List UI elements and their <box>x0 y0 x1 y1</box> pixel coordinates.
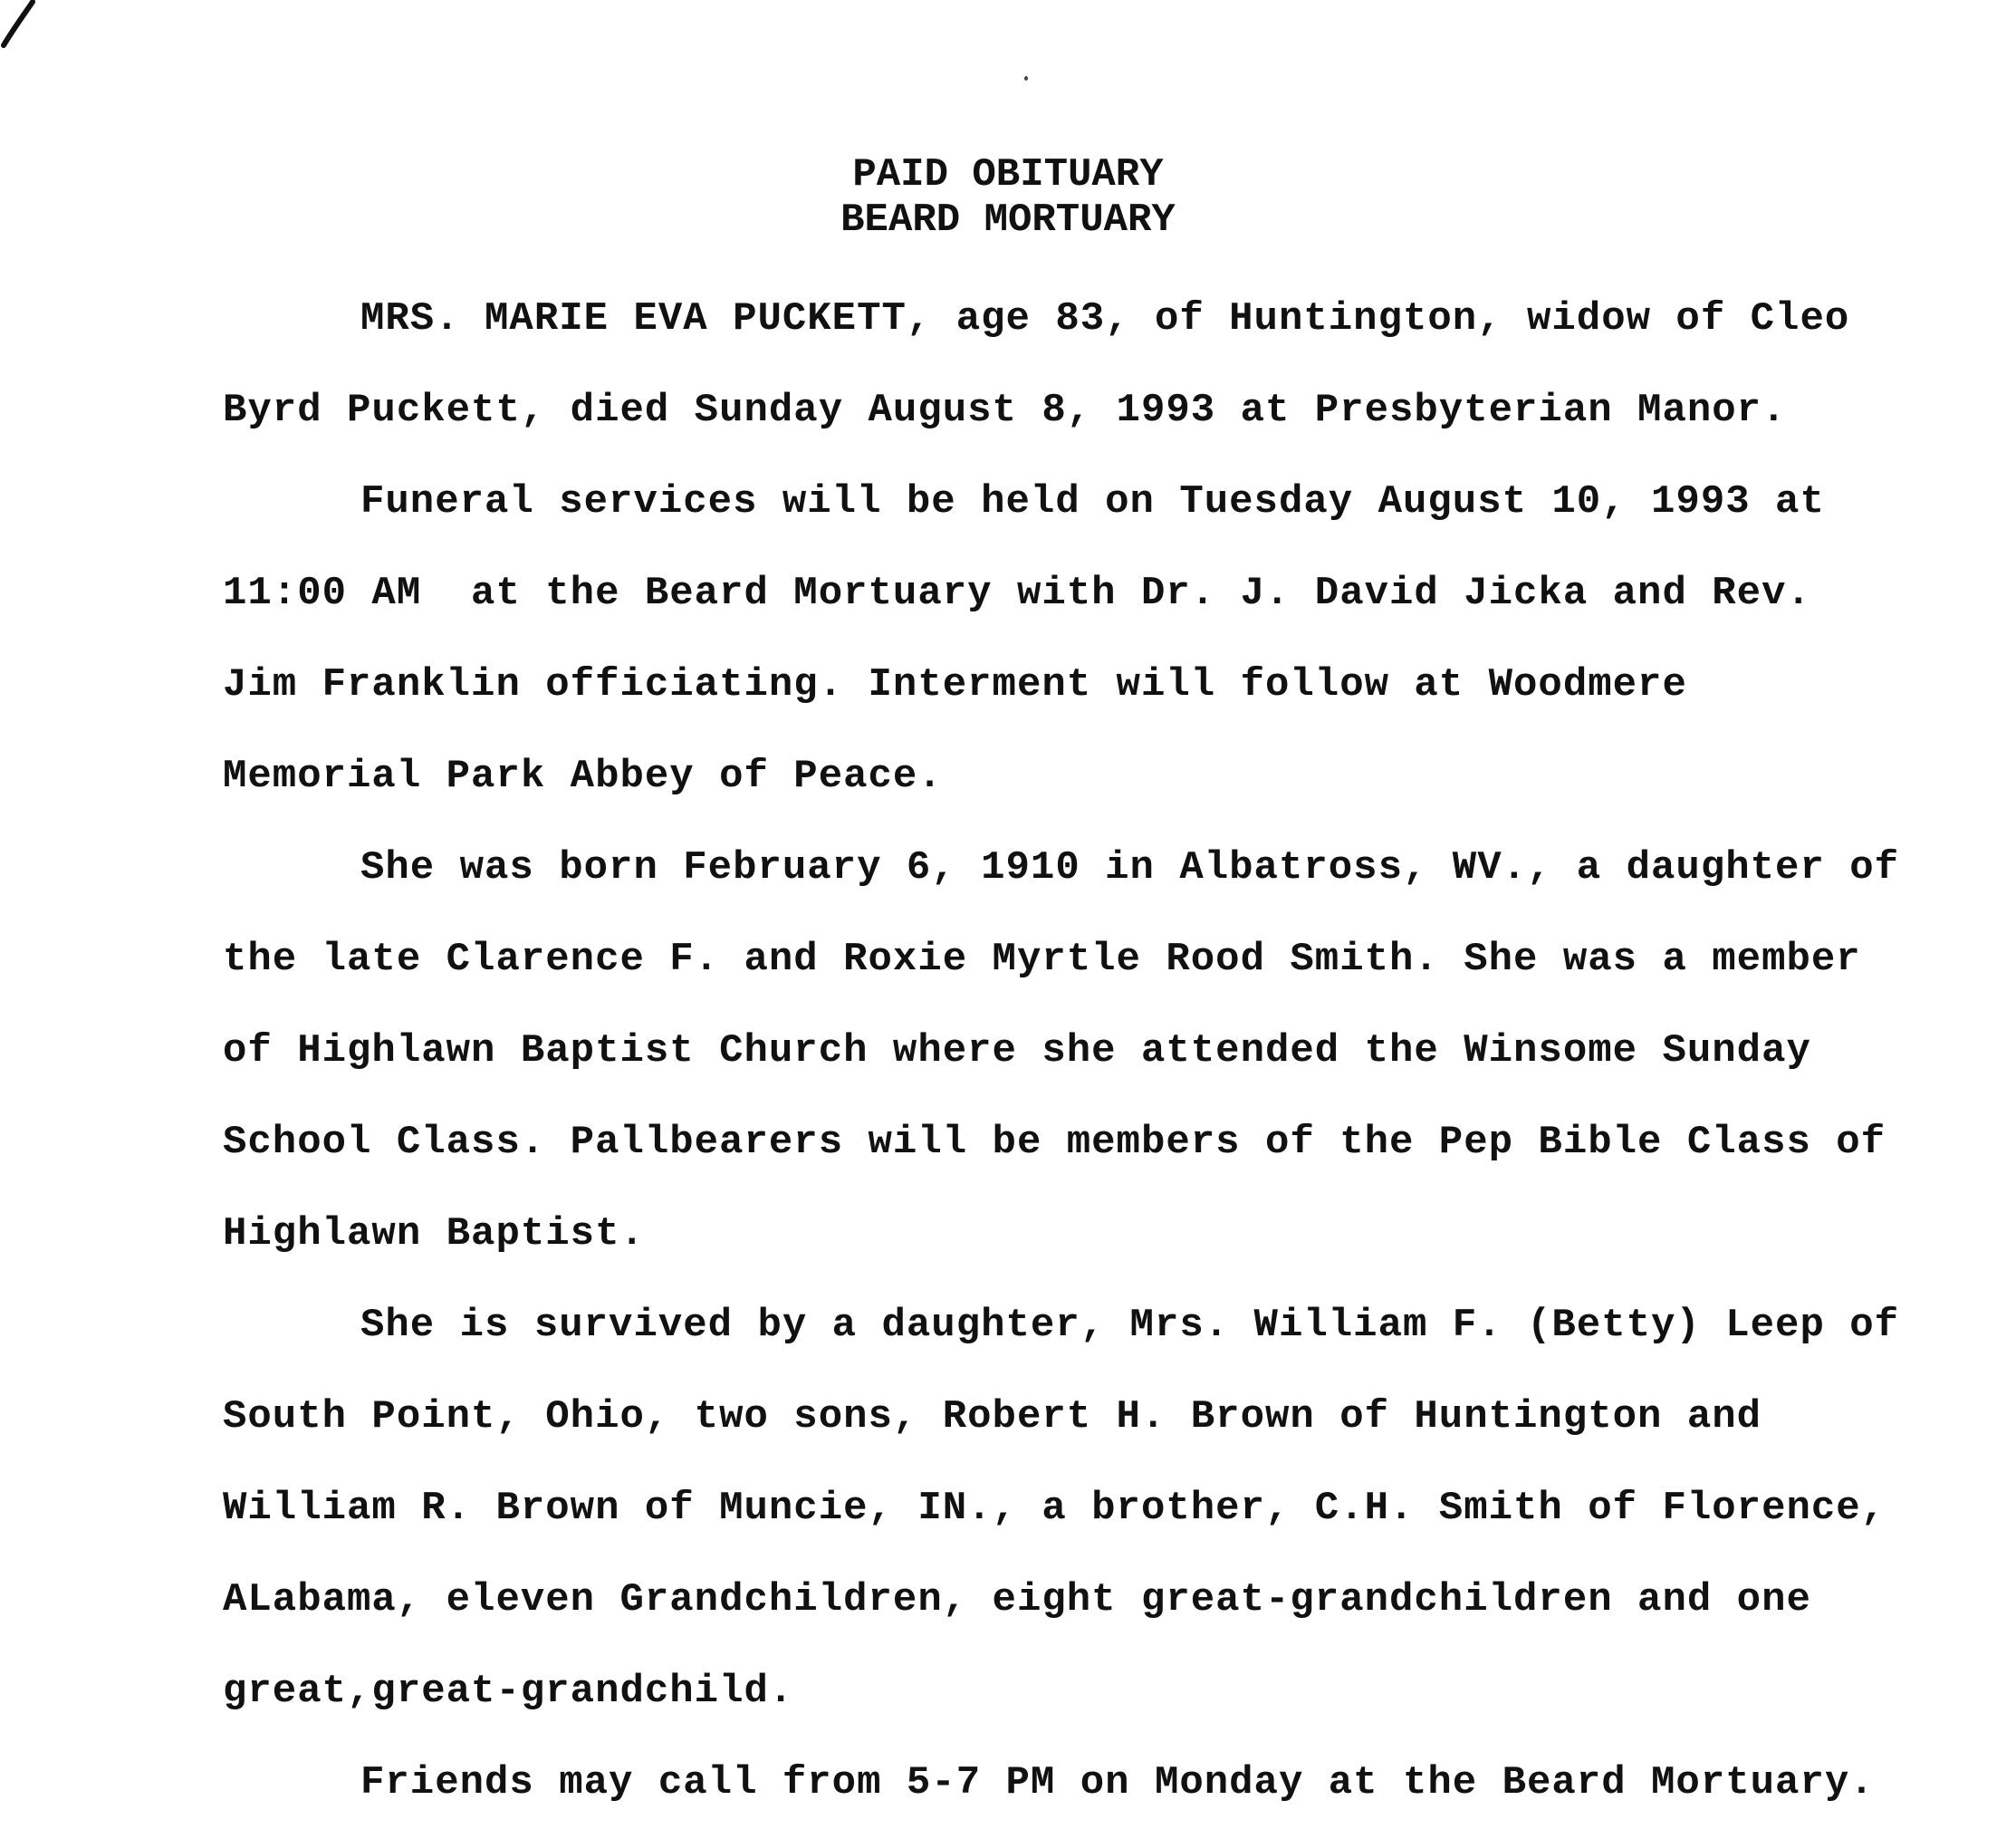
obituary-body <box>223 274 1998 1829</box>
text-line: Memorial Park Abbey of Peace. <box>223 754 943 799</box>
text-line: Funeral services will be held on Tuesday August 10, 1993 at <box>360 479 1825 525</box>
pen-mark-icon <box>0 0 36 51</box>
text-line: the late Clarence F. and Roxie Myrtle Rood Smith. She was a member <box>223 937 1861 982</box>
heading-line-1: PAID OBITUARY <box>852 152 1164 197</box>
text-line: Byrd Puckett, died Sunday August 8, 1993 at Presbyterian Manor. <box>223 388 1787 433</box>
text-line: She is survived by a daughter, Mrs. William F. (Betty) Leep of <box>360 1303 1900 1348</box>
text-line: School Class. Pallbearers will be members of the Pep Bible Class of <box>223 1120 1886 1165</box>
text-line: great,great-grandchild. <box>223 1669 794 1714</box>
scan-speck <box>1024 76 1028 81</box>
text-line: Friends may call from 5-7 PM on Monday at the Beard Mortuary. <box>360 1760 1875 1805</box>
heading-line-2: BEARD MORTUARY <box>840 197 1176 243</box>
text-line: 11:00 AM at the Beard Mortuary with Dr. J. David Jicka and Rev. <box>223 571 1811 616</box>
text-line: of Highlawn Baptist Church where she attended the Winsome Sunday <box>223 1028 1811 1073</box>
text-line: ALabama, eleven Grandchildren, eight great-grandchildren and one <box>223 1577 1811 1622</box>
text-line: She was born February 6, 1910 in Albatross, WV., a daughter of <box>360 845 1900 890</box>
text-line: Jim Franklin officiating. Interment will follow at Woodmere <box>223 662 1687 708</box>
document-heading <box>0 152 2016 243</box>
text-line: William R. Brown of Muncie, IN., a brother, C.H. Smith of Florence, <box>223 1486 1886 1531</box>
text-line: Highlawn Baptist. <box>223 1211 645 1256</box>
text-line: South Point, Ohio, two sons, Robert H. Brown of Huntington and <box>223 1394 1762 1439</box>
text-line: MRS. MARIE EVA PUCKETT, age 83, of Huntington, widow of Cleo <box>360 296 1850 342</box>
